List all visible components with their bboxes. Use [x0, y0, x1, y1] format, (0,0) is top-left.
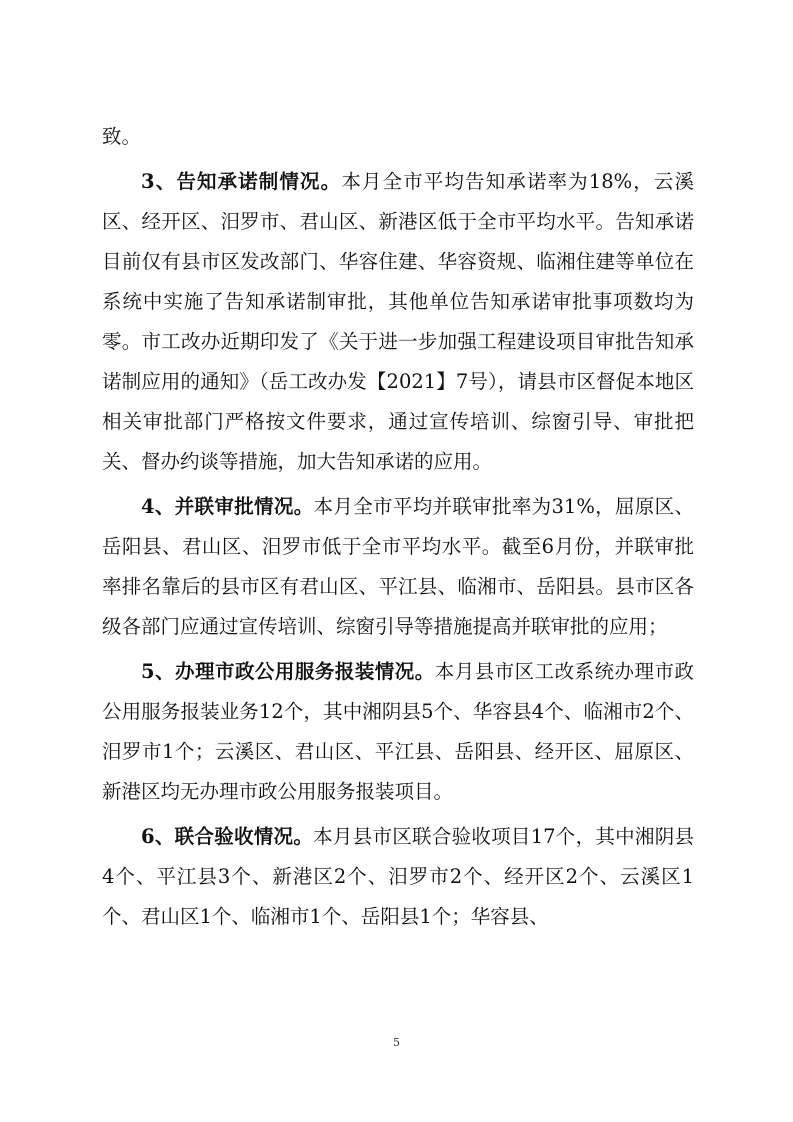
- continuation-text: 致。: [102, 125, 142, 148]
- section-4-heading: 4、并联审批情况。: [141, 495, 314, 518]
- section-3-body: 本月全市平均告知承诺率为18%，云溪区、经开区、汨罗市、君山区、新港区低于全市平均水平。告知承诺目前仅有县市区发改部门、华容住建、华容资规、临湘住建等单位在系统中实施了告知承诺制审批，其他单位告知承诺审批事项数均为零。市工改办近期印发了《关于进一步加强工程建设项目审批告知承诺制应用的通知》（岳工改办发【2021】7号），请县市区督促本地区相关审批部门严格按文件要求，通过宣传培训、综窗引导、审批把关、督办约谈等措施，加大告知承诺的应用。: [102, 170, 695, 473]
- continuation-paragraph: [102, 117, 694, 157]
- section-4-paragraph: [102, 487, 694, 647]
- section-6-body: 本月县市区联合验收项目17个，其中湘阴县4个、平江县3个、新港区2个、汨罗市2个、经开区2个、云溪区1个、君山区1个、临湘市1个、岳阳县1个；华容县、: [102, 825, 694, 928]
- section-6-heading: 6、联合验收情况。: [141, 825, 314, 848]
- section-4-body: 本月全市平均并联审批率为31%，屈原区、岳阳县、君山区、汨罗市低于全市平均水平。截至6月份，并联审批率排名靠后的县市区有君山区、平江县、临湘市、岳阳县。县市区各级各部门应通过宣传培训、综窗引导等措施提高并联审批的应用；: [102, 495, 694, 638]
- document-body: [102, 117, 694, 942]
- section-5-body: 本月县市区工改系统办理市政公用服务报装业务12个，其中湘阴县5个、华容县4个、临湘市2个、汨罗市1个；云溪区、君山区、平江县、岳阳县、经开区、屈原区、新港区均无办理市政公用服务报装项目。: [102, 660, 694, 803]
- section-5-paragraph: [102, 652, 694, 812]
- section-3-paragraph: [102, 162, 694, 482]
- section-5-heading: 5、办理市政公用服务报装情况。: [141, 660, 435, 683]
- section-3-heading: 3、告知承诺制情况。: [141, 170, 342, 193]
- page-number: 5: [393, 1036, 400, 1049]
- section-6-paragraph: [102, 817, 694, 937]
